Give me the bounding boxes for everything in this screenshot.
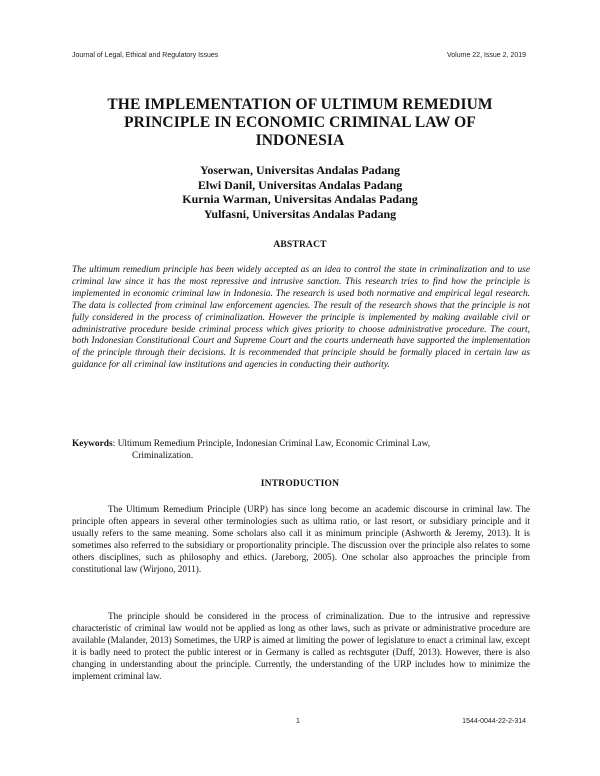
author: Yulfasni, Universitas Andalas Padang bbox=[203, 206, 397, 221]
author: Yoserwan, Universitas Andalas Padang bbox=[199, 163, 401, 177]
volume-issue: Volume 22, Issue 2, 2019 bbox=[447, 52, 526, 59]
paper-title bbox=[60, 96, 540, 150]
paragraph-text: The principle should be considered in the process of criminalization. Due to the intrusive and repressive characteristic of criminal law would not be applied as long as other laws, such as private or administrative procedure are available (Malander, 2013) Sometimes, the URP is aimed at limiting the power of legislature to enact a criminal law, except it is badly need to protect the public interest or in Germany is called as rechtsguter (Duff, 2013). However, there is also changing in understanding about the principle. Currently, the understanding of the URP includes how to minimize the implement criminal law. bbox=[72, 611, 530, 681]
keywords bbox=[72, 438, 530, 462]
author: Elwi Danil, Universitas Andalas Padang bbox=[197, 177, 403, 192]
abstract-text: The ultimum remedium principle has been widely accepted as an idea to control the state in criminalization and to use criminal law since it has the most repressive and intrusive sanction. This research tries to find how the principle is implemented in economic criminal law in Indonesia. The research is used both normative and empirical legal research. The data is collected from criminal law enforcement agencies. The result of the research shows that the principle is not fully considered in the process of criminalization. However the principle is implemented by making available civil or administrative procedure beside criminal process which gives priority to choose administrative procedure. The court, both Indonesian Constitutional Court and Supreme Court and the courts underneath have supported the implementation of the principle through their decisions. It is recommended that principle should be formally placed in certain law as guidance for all criminal law institutions and agencies in conducting their authority. bbox=[72, 265, 530, 371]
body-paragraph-2 bbox=[72, 611, 530, 682]
author-list bbox=[100, 163, 500, 221]
title-line: THE IMPLEMENTATION OF ULTIMUM REMEDIUM bbox=[107, 96, 493, 113]
title-line: INDONESIA bbox=[255, 132, 345, 149]
title-line: PRINCIPLE IN ECONOMIC CRIMINAL LAW OF bbox=[124, 114, 476, 131]
page-number: 1 bbox=[296, 718, 300, 725]
keywords-list: : Ultimum Remedium Principle, Indonesian Criminal Law, Economic Criminal Law, bbox=[112, 439, 431, 449]
journal-name: Journal of Legal, Ethical and Regulatory Issues bbox=[72, 52, 219, 59]
paragraph-text: The Ultimum Remedium Principle (URP) has since long become an academic discourse in criminal law. The principle often appears in several other terminologies such as ultima ratio, or last resort, or subsidiary principle and it usually refers to the same meaning. Some scholars also call it as minimum principle (Ashworth & Jeremy, 2013). It is sometimes also referred to the subsidiary or proportionality principle. The discussion over the principle also relates to some others disciplines, such as philosophy and ethics. (Jareborg, 2005). One scholar also approaches the principle from constitutional law (Wirjono, 2011). bbox=[72, 504, 530, 574]
keywords-label: Keywords bbox=[72, 439, 113, 449]
body-paragraph-1 bbox=[72, 504, 530, 575]
introduction-heading: INTRODUCTION bbox=[260, 479, 340, 489]
keywords-list-continued: Criminalization. bbox=[132, 451, 194, 461]
issn-code: 1544-0044-22-2-314 bbox=[462, 718, 526, 725]
author: Kurnia Warman, Universitas Andalas Padang bbox=[182, 192, 418, 206]
abstract-heading: ABSTRACT bbox=[273, 240, 327, 250]
